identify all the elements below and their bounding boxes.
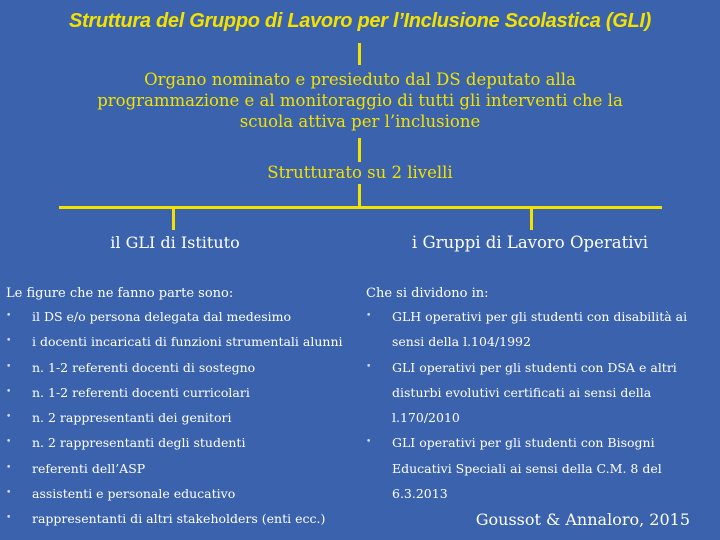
list-item [6,506,356,531]
level-gruppi-operativi: i Gruppi di Lavoro Operativi [411,233,649,252]
list-item [6,405,356,430]
page-title: Struttura del Gruppo di Lavoro per l’Inclusione Scolastica (GLI) [69,10,651,32]
list-item-text: n. 2 rappresentanti dei genitori [32,410,232,426]
bullet: • [6,488,12,499]
list-item-text: GLH operativi per gli studenti con disabilità ai [392,309,688,324]
list-item-text: n. 1-2 referenti docenti di sostegno [32,359,256,375]
list-item [6,430,356,455]
list-item-text: GLI operativi per gli studenti con DSA e altri [392,359,677,375]
bullet: • [6,311,12,321]
list-item-continuation [366,329,716,354]
bullet: • [6,336,12,347]
list-item [6,304,356,329]
list-item-text: n. 2 rappresentanti degli studenti [32,435,246,451]
list-item-text: rappresentanti di altri stakeholders (enti ecc.) [32,511,326,527]
organ-line-3: scuola attiva per l’inclusione [239,112,481,131]
list-item-text: Educativi Speciali ai sensi della C.M. 8 del [392,460,662,476]
list-item-text: il DS e/o persona delegata dal medesimo [32,309,291,324]
bullet: • [6,361,12,372]
bullet: • [6,513,12,524]
credit-text: Goussot & Annaloro, 2015 [475,510,690,529]
bullet: • [366,361,372,372]
list-item-text: n. 1-2 referenti docenti curricolari [32,384,250,400]
connector-left-level [172,208,175,230]
connector-organ-structure [358,138,361,162]
connector-title-top [358,43,361,65]
list-item [6,481,356,506]
organ-line-1: Organo nominato e presieduto dal DS deputato alla [144,70,576,89]
left-list-heading: Le figure che ne fanno parte sono: [6,286,234,301]
horizontal-branch [59,206,662,209]
list-item-continuation [366,405,716,430]
bullet: • [6,412,12,423]
organ-description [40,69,680,132]
list-item [366,304,716,329]
bullet: • [6,462,12,473]
connector-structure-bottom [358,184,361,208]
list-item-text: i docenti incaricati di funzioni strumentali alunni [32,334,343,350]
list-item-text: sensi della l.104/1992 [392,334,531,350]
list-item [6,380,356,405]
left-member-list [6,304,356,532]
list-item-continuation [366,380,716,405]
list-item-text: disturbi evolutivi certificati ai sensi della [392,384,652,400]
list-item-text: assistenti e personale educativo [32,486,236,502]
list-item [6,355,356,380]
list-item-text: GLI operativi per gli studenti con Bisogni [392,435,655,451]
right-group-list [366,304,716,506]
list-item [6,329,356,354]
structure-label: Strutturato su 2 livelli [267,163,453,182]
right-list-heading: Che si dividono in: [366,286,489,301]
list-item [366,430,716,455]
list-item-text: 6.3.2013 [392,486,448,502]
list-item-text: l.170/2010 [392,410,460,426]
bullet: • [6,437,12,448]
bullet: • [366,311,372,321]
bullet: • [366,437,372,448]
connector-right-level [530,208,533,230]
organ-line-2: programmazione e al monitoraggio di tutti gli interventi che la [97,91,623,110]
list-item [6,456,356,481]
bullet: • [6,386,12,397]
list-item [366,355,716,380]
level-gli-istituto: il GLI di Istituto [110,233,240,252]
list-item-continuation [366,456,716,481]
list-item-continuation [366,481,716,506]
list-item-text: referenti dell’ASP [32,460,146,476]
